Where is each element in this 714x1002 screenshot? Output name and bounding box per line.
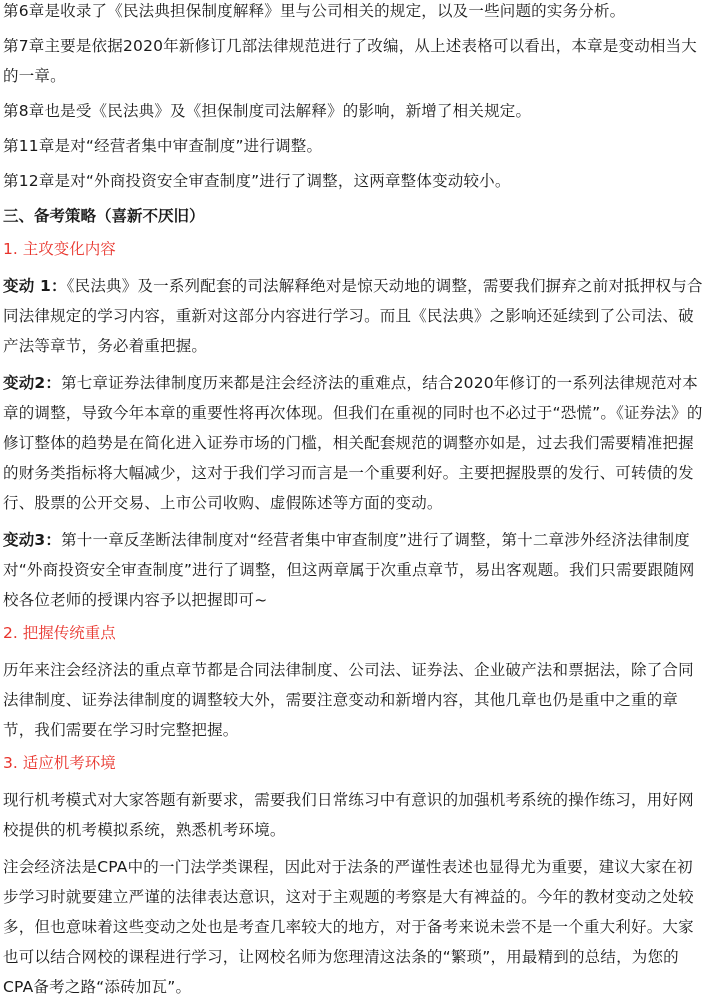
change-2-paragraph bbox=[3, 368, 708, 518]
chapter-7-summary: 第7章主要是依据2020年新修订几部法律规范进行了改编，从上述表格可以看出，本章是变动相当大的一章。 bbox=[3, 37, 698, 85]
section-3-heading: 3. 适应机考环境 bbox=[3, 754, 116, 772]
change-3-lead: 变动3： bbox=[3, 531, 62, 549]
strategy-title: 三、备考策略（喜新不厌旧） bbox=[3, 207, 205, 225]
chapter-12-summary: 第12章是对“外商投资安全审查制度”进行了调整，这两章整体变动较小。 bbox=[3, 172, 511, 190]
chapter-6-summary: 第6章是收录了《民法典担保制度解释》里与公司相关的规定，以及一些问题的实务分析。 bbox=[3, 2, 626, 20]
section-2-heading: 2. 把握传统重点 bbox=[3, 624, 116, 642]
change-2-lead: 变动2： bbox=[3, 374, 62, 392]
change-1-paragraph bbox=[3, 271, 708, 361]
change-1-lead: 变动 1： bbox=[3, 277, 67, 295]
chapter-11-summary: 第11章是对“经营者集中审查制度”进行调整。 bbox=[3, 137, 323, 155]
change-3-text: 第十一章反垄断法律制度对“经营者集中审查制度”进行了调整，第十二章涉外经济法律制度对“外商投资安全审查制度”进行了调整，但这两章属于次重点章节，易出客观题。我们只需要跟随网校各位老师的授课内容予以把握即可~ bbox=[3, 531, 695, 609]
chapter-8-summary: 第8章也是受《民法典》及《担保制度司法解释》的影响，新增了相关规定。 bbox=[3, 102, 532, 120]
section-2-paragraph: 历年来注会经济法的重点章节都是合同法律制度、公司法、证券法、企业破产法和票据法，除了合同法律制度、证券法律制度的调整较大外，需要注意变动和新增内容，其他几章也仍是重中之重的章节，我们需要在学习时完整把握。 bbox=[3, 661, 694, 739]
closing-paragraph: 注会经济法是CPA中的一门法学类课程，因此对于法条的严谨性表述也显得尤为重要，建议大家在初步学习时就要建立严谨的法律表达意识，这对于主观题的考察是大有裨益的。今年的教材变动之处较多，但也意味着这些变动之处也是考查几率较大的地方，对于备考来说未尝不是一个重大利好。大家也可以结合网校的课程进行学习，让网校名师为您理清这法条的“繁琐”，用最精到的总结，为您的CPA备考之路“添砖加瓦”。 bbox=[3, 858, 694, 996]
change-3-paragraph bbox=[3, 525, 708, 615]
section-3-paragraph: 现行机考模式对大家答题有新要求，需要我们日常练习中有意识的加强机考系统的操作练习，用好网校提供的机考模拟系统，熟悉机考环境。 bbox=[3, 791, 694, 839]
change-1-text: 《民法典》及一系列配套的司法解释绝对是惊天动地的调整，需要我们摒弃之前对抵押权与合同法律规定的学习内容，重新对这部分内容进行学习。而且《民法典》之影响还延续到了公司法、破产法等章节，务必着重把握。 bbox=[3, 277, 703, 355]
section-1-heading: 1. 主攻变化内容 bbox=[3, 240, 116, 258]
change-2-text: 第七章证券法律制度历来都是注会经济法的重难点，结合2020年修订的一系列法律规范对本章的调整，导致今年本章的重要性将再次体现。但我们在重视的同时也不必过于“恐慌”。《证券法》的修订整体的趋势是在简化进入证券市场的门槛，相关配套规范的调整亦如是，过去我们需要精准把握的财务类指标将大幅减少，这对于我们学习而言是一个重要利好。主要把握股票的发行、可转债的发行、股票的公开交易、上市公司收购、虚假陈述等方面的变动。 bbox=[3, 374, 703, 512]
